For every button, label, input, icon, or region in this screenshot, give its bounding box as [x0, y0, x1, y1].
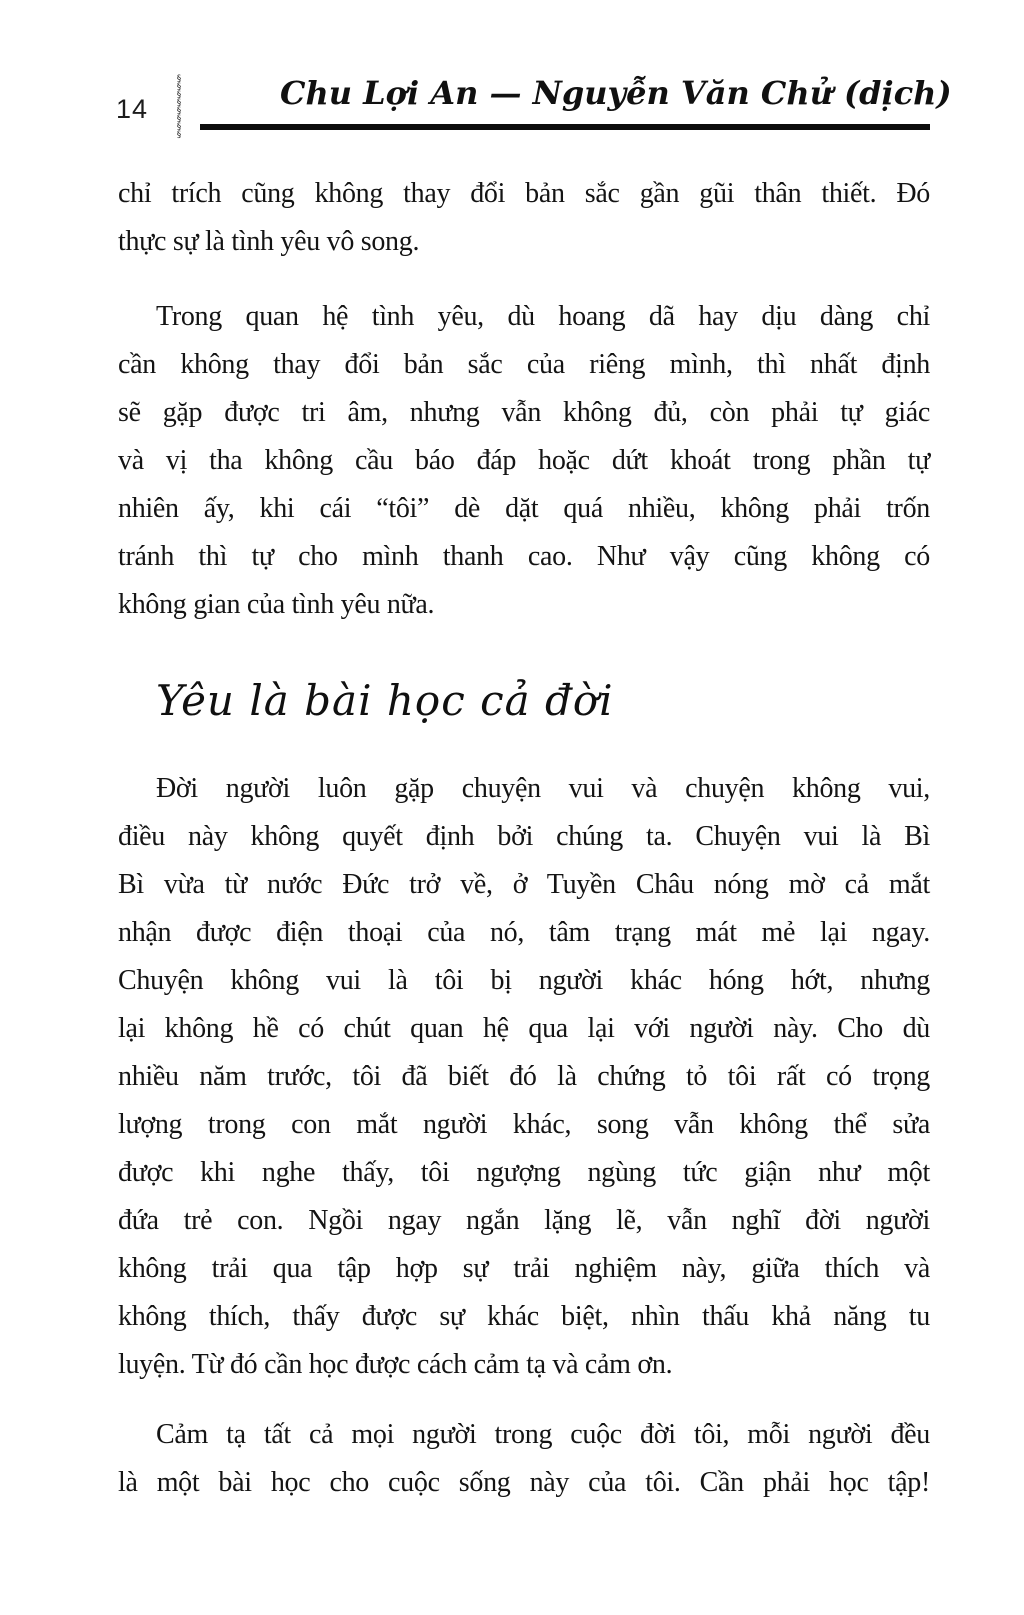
running-head-title: Chu Lợi An — Nguyễn Văn Chử (dịch) — [280, 74, 952, 112]
text-line: sẽ gặp được tri âm, nhưng vẫn không đủ, còn phải tự giác — [118, 397, 930, 428]
paragraph — [118, 765, 930, 1389]
text-line: không gian của tình yêu nữa. — [118, 589, 435, 620]
text-line: tránh thì tự cho mình thanh cao. Như vậy cũng không có — [118, 541, 930, 572]
text-line: nhiều năm trước, tôi đã biết đó là chứng tỏ tôi rất có trọng — [118, 1061, 930, 1092]
text-line: Đời người luôn gặp chuyện vui và chuyện không vui, — [156, 773, 930, 804]
text-line: và vị tha không cầu báo đáp hoặc dứt khoát trong phần tự — [118, 445, 930, 476]
text-line: lượng trong con mắt người khác, song vẫn không thể sửa — [118, 1109, 930, 1140]
text-line: luyện. Từ đó cần học được cách cảm tạ và cảm ơn. — [118, 1349, 673, 1380]
text-line: đứa trẻ con. Ngồi ngay ngắn lặng lẽ, vẫn nghĩ đời người — [118, 1205, 930, 1236]
text-line: thực sự là tình yêu vô song. — [118, 226, 420, 257]
paragraph — [118, 1411, 930, 1507]
text-line: chỉ trích cũng không thay đổi bản sắc gần gũi thân thiết. Đó — [118, 178, 930, 209]
text-line: nhiên ấy, khi cái “tôi” dè dặt quá nhiều, không phải trốn — [118, 493, 930, 524]
chain-ornament-icon: §§§§§§§§ — [174, 74, 184, 138]
text-line: không thích, thấy được sự khác biệt, nhìn thấu khả năng tu — [118, 1301, 930, 1332]
text-line: Bì vừa từ nước Đức trở về, ở Tuyền Châu nóng mờ cả mắt — [118, 869, 930, 900]
text-line: là một bài học cho cuộc sống này của tôi. Cần phải học tập! — [118, 1467, 930, 1498]
text-line: cần không thay đổi bản sắc của riêng mình, thì nhất định — [118, 349, 930, 380]
text-line: nhận được điện thoại của nó, tâm trạng mát mẻ lại ngay. — [118, 917, 930, 948]
text-line: lại không hề có chút quan hệ qua lại với người này. Cho dù — [118, 1013, 930, 1044]
text-line: không trải qua tập hợp sự trải nghiệm này, giữa thích và — [118, 1253, 930, 1284]
text-line: Trong quan hệ tình yêu, dù hoang dã hay dịu dàng chỉ — [156, 301, 930, 332]
section-heading: Yêu là bài học cả đời — [156, 676, 614, 725]
paragraph — [118, 170, 930, 266]
text-line: Chuyện không vui là tôi bị người khác hóng hớt, nhưng — [118, 965, 930, 996]
page-body — [118, 170, 930, 1507]
text-line: điều này không quyết định bởi chúng ta. Chuyện vui là Bì — [118, 821, 930, 852]
paragraph — [118, 293, 930, 629]
text-line: Cảm tạ tất cả mọi người trong cuộc đời tôi, mỗi người đều — [156, 1419, 930, 1450]
header-rule — [200, 124, 930, 130]
page-number: 14 — [116, 94, 149, 124]
text-line: được khi nghe thấy, tôi ngượng ngùng tức giận như một — [118, 1157, 930, 1188]
